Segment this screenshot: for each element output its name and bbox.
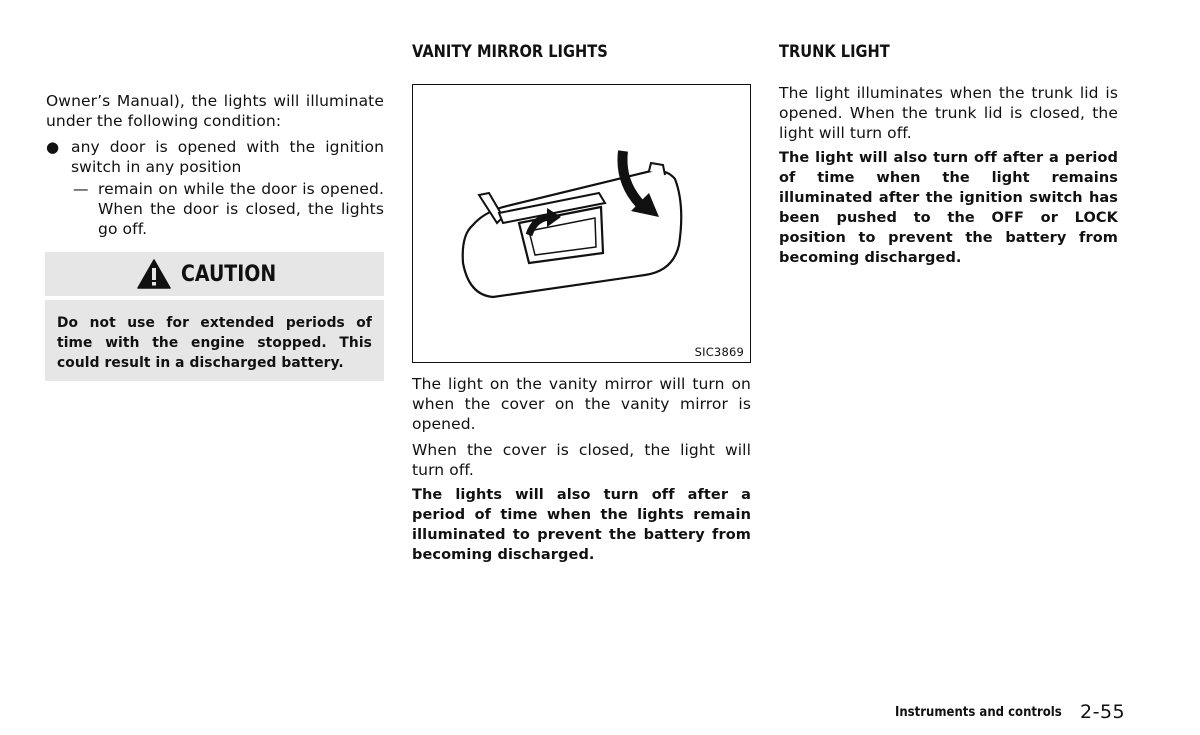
figure-label: SIC3869 (694, 345, 744, 359)
warning-icon (137, 259, 171, 289)
caution-header (45, 252, 384, 296)
caution-body (45, 300, 384, 381)
vanity-para-1: The light on the vanity mirror will turn on when the cover on the vanity mirror is opened. (412, 375, 751, 433)
section-heading-vanity: VANITY MIRROR LIGHTS (412, 42, 608, 62)
vanity-para-3: The lights will also turn off after a period of time when the lights remain illuminated to prevent the battery from becoming discharged. (412, 487, 751, 563)
bullet-text: any door is opened with the ignition switch in any position (71, 138, 384, 176)
trunk-para-1: The light illuminates when the trunk lid is opened. When the trunk lid is closed, the light will turn off. (779, 84, 1118, 142)
sun-visor-illustration (413, 85, 749, 361)
list-item (46, 137, 384, 177)
sub-list-item (73, 179, 384, 239)
footer-section-title: Instruments and controls (895, 705, 1062, 720)
bullet-icon: ● (46, 138, 60, 156)
dash-icon: — (73, 180, 89, 198)
trunk-para-2: The light will also turn off after a period of time when the light remains illuminated after the ignition switch has been pushed to the OFF or LOCK position to prevent the battery from becoming discharged. (779, 150, 1118, 266)
sub-item-text: remain on while the door is opened. When the door is closed, the lights go off. (98, 180, 384, 238)
page-number: 2-55 (1080, 701, 1126, 723)
caution-text: Do not use for extended periods of time with the engine stopped. This could result in a discharged battery. (57, 315, 372, 371)
intro-text: Owner’s Manual), the lights will illuminate under the following condition: (46, 92, 384, 130)
condition-list (46, 131, 384, 239)
caution-title: CAUTION (181, 261, 277, 287)
vanity-para-2: When the cover is closed, the light will turn off. (412, 441, 751, 479)
section-heading-trunk: TRUNK LIGHT (779, 42, 890, 62)
vanity-mirror-figure (412, 84, 751, 363)
